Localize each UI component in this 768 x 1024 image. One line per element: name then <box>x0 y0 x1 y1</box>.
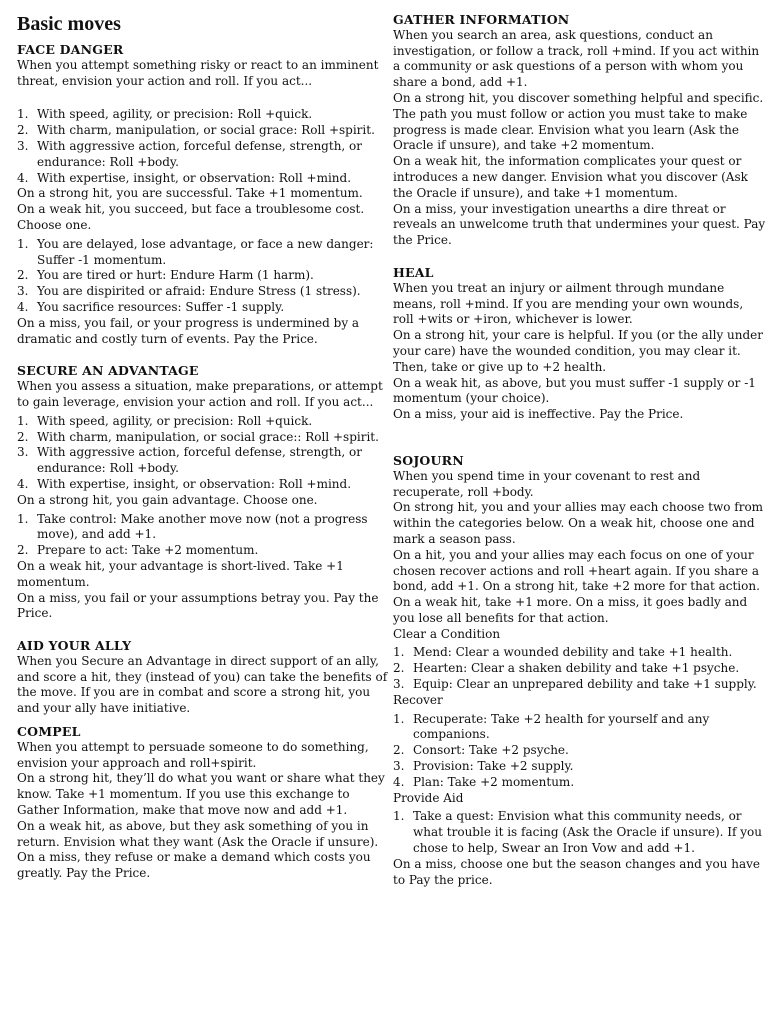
paragraph: On a strong hit, your care is helpful. If you (or the ally under your care) have the wounded condition, you may clear it. Then, take or give up to +2 health. <box>393 328 764 374</box>
section-compel <box>17 724 391 882</box>
list-item <box>17 445 391 477</box>
paragraph: On a hit, you and your allies may each focus on one of your chosen recover actions and roll +heart again. If you share a bond, add +1. On a strong hit, take +2 more for that action. On a weak hit, take +1 more. On a miss, it goes badly and you lose all benefits for that action. <box>393 547 760 625</box>
subheading-provide-aid: Provide Aid <box>393 790 464 805</box>
list-number: 1. <box>17 236 29 251</box>
list-item <box>393 775 767 791</box>
list-item-text: With aggressive action, forceful defense, strength, or endurance: Roll +body. <box>37 445 363 476</box>
section-gather-information <box>393 12 767 249</box>
paragraph: On a miss, your investigation unearths a dire threat or reveals an unwelcome truth that undermines your quest. Pay the Price. <box>393 201 766 248</box>
list-item <box>17 414 391 430</box>
paragraph: On a miss, choose one but the season changes and you have to Pay the price. <box>393 856 760 887</box>
paragraph: When you assess a situation, make preparations, or attempt to gain leverage, envision your action and roll. If you act... <box>17 379 383 409</box>
paragraph: On a weak hit, the information complicates your quest or introduces a new danger. Envision what you discover (Ask the Oracle if unsure), and take +1 momentum. <box>393 154 748 200</box>
list-item <box>17 477 391 493</box>
list-item <box>17 512 391 544</box>
section-spacer <box>17 622 391 638</box>
list-item-text: With speed, agility, or precision: Roll +quick. <box>37 413 313 428</box>
paragraph: On a miss, your aid is ineffective. Pay the Price. <box>393 407 684 422</box>
list-item-text: Hearten: Clear a shaken debility and take +1 psyche. <box>413 661 740 676</box>
numbered-list <box>17 237 391 316</box>
list-item <box>17 139 391 171</box>
list-number: 3. <box>17 284 29 299</box>
paragraph: When you attempt something risky or react to an imminent threat, envision your action and roll. If you act... <box>17 57 379 88</box>
list-item <box>393 661 767 677</box>
list-number: 1. <box>393 711 405 726</box>
list-number: 1. <box>17 413 29 428</box>
numbered-list <box>393 809 767 856</box>
subheading-recover: Recover <box>393 692 443 707</box>
heading-compel: COMPEL <box>17 724 81 740</box>
list-item-text: With expertise, insight, or observation: Roll +mind. <box>37 170 352 185</box>
list-item-text: Take a quest: Envision what this community needs, or what trouble it is facing (Ask the Oracle if unsure). If you chose to help, Swear an Iron Vow and add +1. <box>413 809 762 856</box>
list-item <box>393 809 767 856</box>
list-item-text: Consort: Take +2 psyche. <box>413 743 569 758</box>
paragraph: On a weak hit, you succeed, but face a troublesome cost. Choose one. <box>17 202 365 232</box>
list-item <box>17 123 391 139</box>
list-item-text: With expertise, insight, or observation: Roll +mind. <box>37 476 352 491</box>
paragraph: On a strong hit, you discover something helpful and specific. The path you must follow or action you must take to make progress is made clear. Envision what you learn (Ask the Oracle if unsure), and take +2 momentum. <box>393 90 764 153</box>
list-item-text: Plan: Take +2 momentum. <box>413 774 575 789</box>
section-sojourn <box>393 453 767 889</box>
paragraph: On a weak hit, as above, but you must suffer -1 supply or -1 momentum (your choice). <box>393 375 756 406</box>
section-secure-an-advantage <box>17 363 391 622</box>
list-item <box>393 645 767 661</box>
list-item <box>17 284 391 300</box>
list-item-text: With charm, manipulation, or social grace:: Roll +spirit. <box>37 429 379 444</box>
list-item <box>17 237 391 269</box>
list-number: 3. <box>393 677 405 692</box>
list-number: 1. <box>393 645 405 660</box>
list-number: 2. <box>17 429 29 444</box>
paragraph: On a weak hit, as above, but they ask something of you in return. Envision what they want (Ask the Oracle if unsure). <box>17 818 379 849</box>
paragraph: When you spend time in your covenant to rest and recuperate, roll +body. <box>393 468 701 499</box>
heading-gather-information: GATHER INFORMATION <box>393 12 570 27</box>
paragraph: When you search an area, ask questions, conduct an investigation, or follow a track, roll +mind. If you act within a community or ask questions of a person with whom you share a bond, add +1. <box>393 27 760 90</box>
list-item <box>17 171 391 187</box>
section-heal <box>393 265 767 423</box>
list-item-text: Equip: Clear an unprepared debility and take +1 supply. <box>413 677 757 692</box>
list-item-text: You are delayed, lose advantage, or face a new danger: Suffer -1 momentum. <box>37 236 374 267</box>
list-item-text: With charm, manipulation, or social grace: Roll +spirit. <box>37 123 375 138</box>
list-number: 1. <box>17 511 29 526</box>
list-item-text: Mend: Clear a wounded debility and take +1 health. <box>413 645 733 660</box>
paragraph: On strong hit, you and your allies may each choose two from within the categories below. On a weak hit, choose one and mark a season pass. <box>393 500 764 546</box>
left-column <box>17 12 391 882</box>
list-item-text: With speed, agility, or precision: Roll +quick. <box>37 107 313 122</box>
list-number: 2. <box>393 661 405 676</box>
list-item <box>17 107 391 123</box>
paragraph: When you attempt to persuade someone to do something, envision your approach and roll+spirit. <box>17 739 369 770</box>
section-spacer <box>17 717 391 724</box>
section-spacer <box>17 347 391 363</box>
numbered-list <box>393 712 767 791</box>
paragraph: On a miss, you fail or your assumptions betray you. Pay the Price. <box>17 590 379 621</box>
list-number: 4. <box>393 774 405 789</box>
list-number: 1. <box>393 809 405 824</box>
list-number: 2. <box>393 743 405 758</box>
section-spacer <box>393 249 767 265</box>
list-item <box>393 712 767 744</box>
section-aid-your-ally <box>17 638 391 717</box>
list-item-text: Recuperate: Take +2 health for yourself and any companions. <box>413 711 710 742</box>
list-item-text: You sacrifice resources: Suffer -1 supply. <box>37 299 285 314</box>
list-number: 2. <box>17 543 29 558</box>
list-item <box>17 430 391 446</box>
numbered-list <box>17 107 391 186</box>
paragraph: On a strong hit, they’ll do what you want or share what they know. Take +1 momentum. If you use this exchange to Gather Information, make that move now and add +1. <box>17 771 385 818</box>
numbered-list <box>393 645 767 692</box>
list-item <box>393 677 767 693</box>
section-spacer <box>393 423 767 453</box>
list-item-text: Provision: Take +2 supply. <box>413 759 574 774</box>
list-item-text: Take control: Make another move now (not a progress move), and add +1. <box>37 511 368 542</box>
list-item <box>17 268 391 284</box>
list-number: 1. <box>17 107 29 122</box>
numbered-list <box>17 414 391 493</box>
heading-face-danger: FACE DANGER <box>17 42 124 57</box>
heading-secure-an-advantage: SECURE AN ADVANTAGE <box>17 363 199 379</box>
list-item-text: You are dispirited or afraid: Endure Stress (1 stress). <box>37 284 361 299</box>
list-item-text: With aggressive action, forceful defense, strength, or endurance: Roll +body. <box>37 138 363 169</box>
list-item <box>17 543 391 559</box>
paragraph: When you Secure an Advantage in direct support of an ally, and score a hit, they (instead of you) can take the benefits of the move. If you are in combat and score a strong hit, you and your ally have initiative. <box>17 653 388 716</box>
paragraph: On a strong hit, you are successful. Take +1 momentum. <box>17 186 363 201</box>
section-face-danger <box>17 42 391 347</box>
paragraph: On a miss, they refuse or make a demand which costs you greatly. Pay the Price. <box>17 850 371 881</box>
right-column <box>393 12 767 888</box>
list-number: 3. <box>393 759 405 774</box>
list-item-text: You are tired or hurt: Endure Harm (1 harm). <box>37 268 314 283</box>
heading-heal: HEAL <box>393 264 434 280</box>
page-title: Basic moves <box>17 13 121 35</box>
list-item <box>393 759 767 775</box>
list-item <box>17 300 391 316</box>
paragraph: On a weak hit, your advantage is short-lived. Take +1 momentum. <box>17 558 344 589</box>
list-number: 3. <box>17 138 29 153</box>
numbered-list <box>17 512 391 559</box>
list-number: 4. <box>17 299 29 314</box>
list-number: 2. <box>17 268 29 283</box>
subheading-clear-a-condition: Clear a Condition <box>393 626 501 641</box>
paragraph: On a strong hit, you gain advantage. Choose one. <box>17 492 318 507</box>
heading-aid-your-ally: AID YOUR ALLY <box>17 638 132 654</box>
list-number: 4. <box>17 476 29 491</box>
list-item <box>393 743 767 759</box>
heading-sojourn: SOJOURN <box>393 452 464 468</box>
paragraph: On a miss, you fail, or your progress is undermined by a dramatic and costly turn of events. Pay the Price. <box>17 315 360 346</box>
paragraph: When you treat an injury or ailment through mundane means, roll +mind. If you are mending your own wounds, roll +wits or +iron, whichever is lower. <box>393 280 744 327</box>
list-number: 2. <box>17 123 29 138</box>
list-number: 3. <box>17 445 29 460</box>
list-item-text: Prepare to act: Take +2 momentum. <box>37 543 259 558</box>
list-number: 4. <box>17 170 29 185</box>
